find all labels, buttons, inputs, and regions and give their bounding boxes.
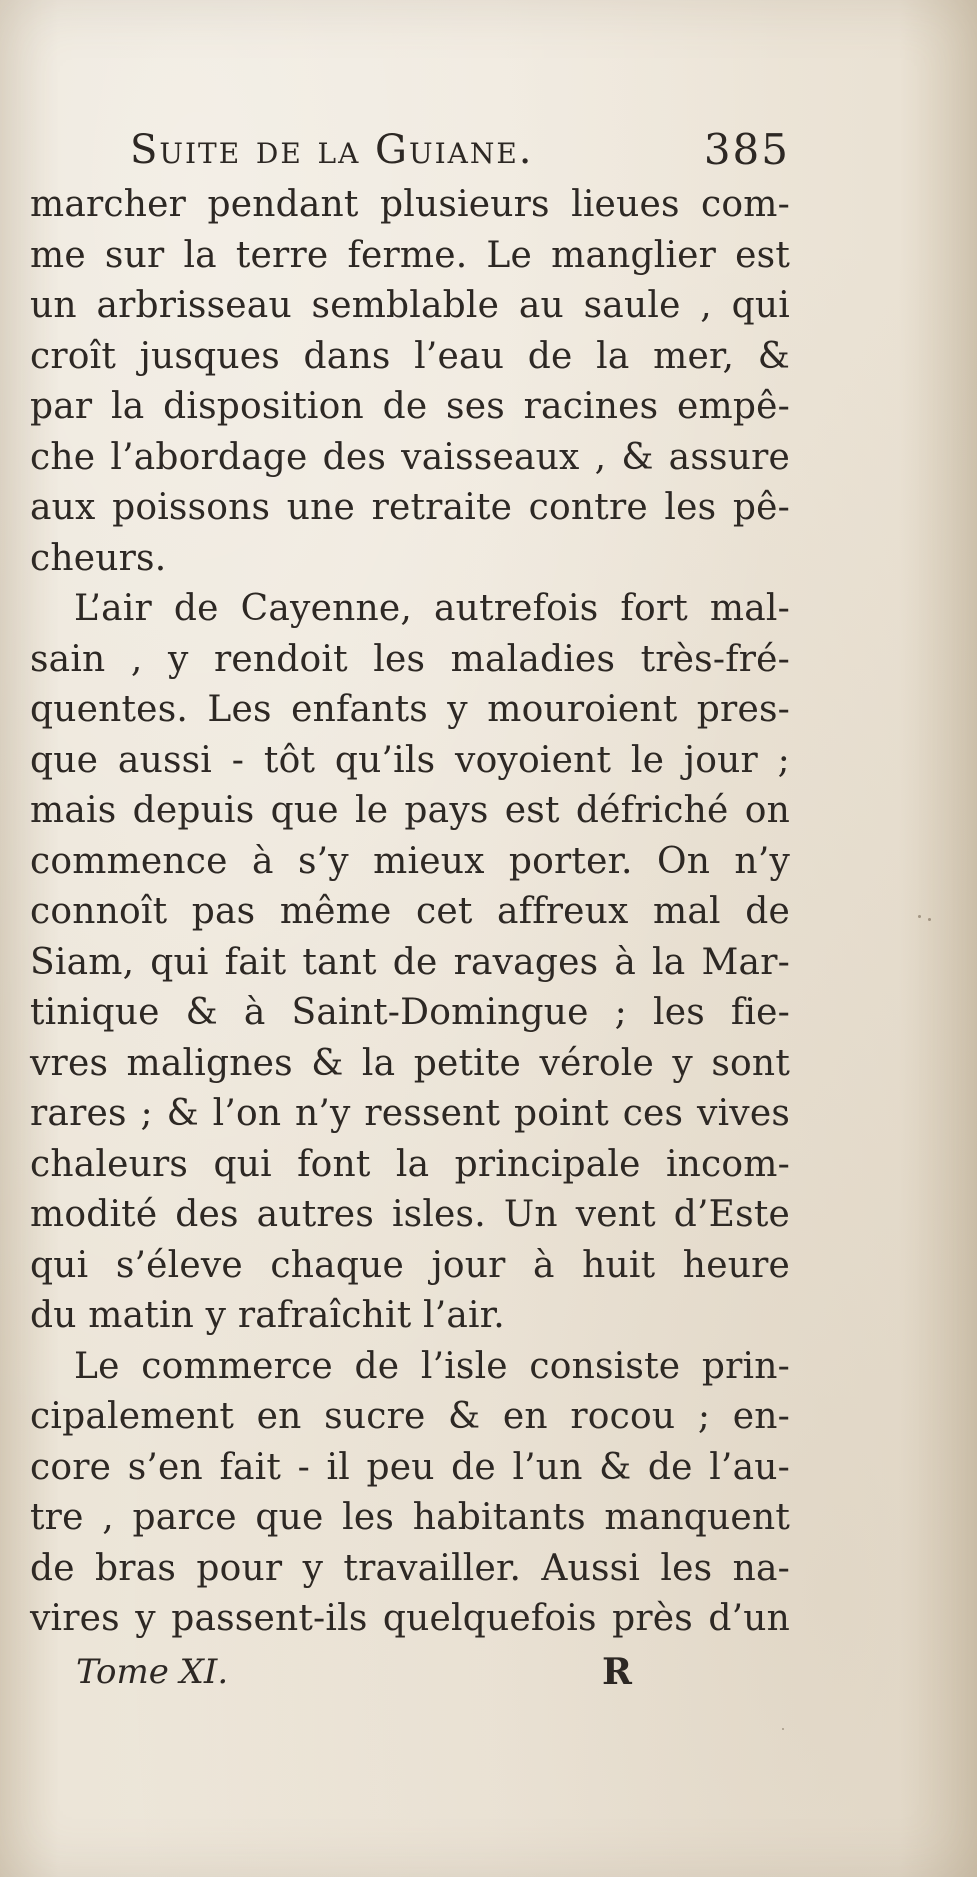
page-number: 385 (703, 125, 790, 174)
text-line: Le commerce de l’isle consiste prin- (74, 1345, 790, 1387)
text-line: tinique & à Saint-Domingue ; les fie- (30, 992, 790, 1033)
text-line: aux poissons une retraite contre les pê- (30, 487, 790, 528)
text-line: me sur la terre ferme. Le manglier est (30, 234, 790, 276)
page-footer (30, 1647, 790, 1697)
text-line: qui s’éleve chaque jour à huit heure (30, 1244, 790, 1286)
text-line: Siam, qui fait tant de ravages à la Mar- (30, 941, 790, 983)
paper-speck (928, 918, 931, 921)
paper-speck (782, 1728, 784, 1730)
text-line: croît jusques dans l’eau de la mer, & (30, 335, 790, 377)
text-line: cipalement en sucre & en rocou ; en- (30, 1396, 790, 1437)
text-line: mais depuis que le pays est défriché on (30, 790, 790, 831)
text-line: cheurs. (30, 537, 167, 579)
text-line: quentes. Les enfants y mouroient pres- (30, 689, 790, 730)
text-line: un arbrisseau semblable au saule , qui (30, 285, 790, 326)
text-line: marcher pendant plusieurs lieues com- (30, 184, 790, 225)
text-line: commence à s’y mieux porter. On n’y (30, 840, 790, 882)
text-line: du matin y rafraîchit l’air. (30, 1295, 505, 1336)
text-line: sain , y rendoit les maladies très-fré- (30, 638, 790, 680)
text-line: tre , parce que les habitants manquent (30, 1497, 790, 1538)
volume-label: Tome XI. (76, 1651, 229, 1692)
text-line: core s’en fait - il peu de l’un & de l’au- (30, 1446, 790, 1488)
text-line: par la disposition de ses racines empê- (30, 386, 790, 427)
signature-mark: R (602, 1650, 632, 1693)
running-title: Suite de la Guiane. (130, 127, 534, 173)
text-line: che l’abordage des vaisseaux , & assure (30, 436, 790, 478)
text-line: de bras pour y travailler. Aussi les na- (30, 1547, 790, 1589)
text-line: modité des autres isles. Un vent d’Este (30, 1194, 790, 1235)
text-line: vres malignes & la petite vérole y sont (30, 1042, 790, 1084)
page-header (30, 120, 790, 180)
text-line: rares ; & l’on n’y ressent point ces vives (30, 1093, 790, 1134)
paper-speck (918, 915, 921, 918)
text-line: L’air de Cayenne, autrefois fort mal- (74, 588, 790, 629)
text-line: que aussi - tôt qu’ils voyoient le jour ; (30, 739, 790, 781)
text-line: chaleurs qui font la principale incom- (30, 1143, 790, 1185)
page-text-block (30, 120, 790, 1697)
text-line: vires y passent-ils quelquefois près d’un (30, 1598, 790, 1639)
text-line: connoît pas même cet affreux mal de (30, 891, 790, 932)
